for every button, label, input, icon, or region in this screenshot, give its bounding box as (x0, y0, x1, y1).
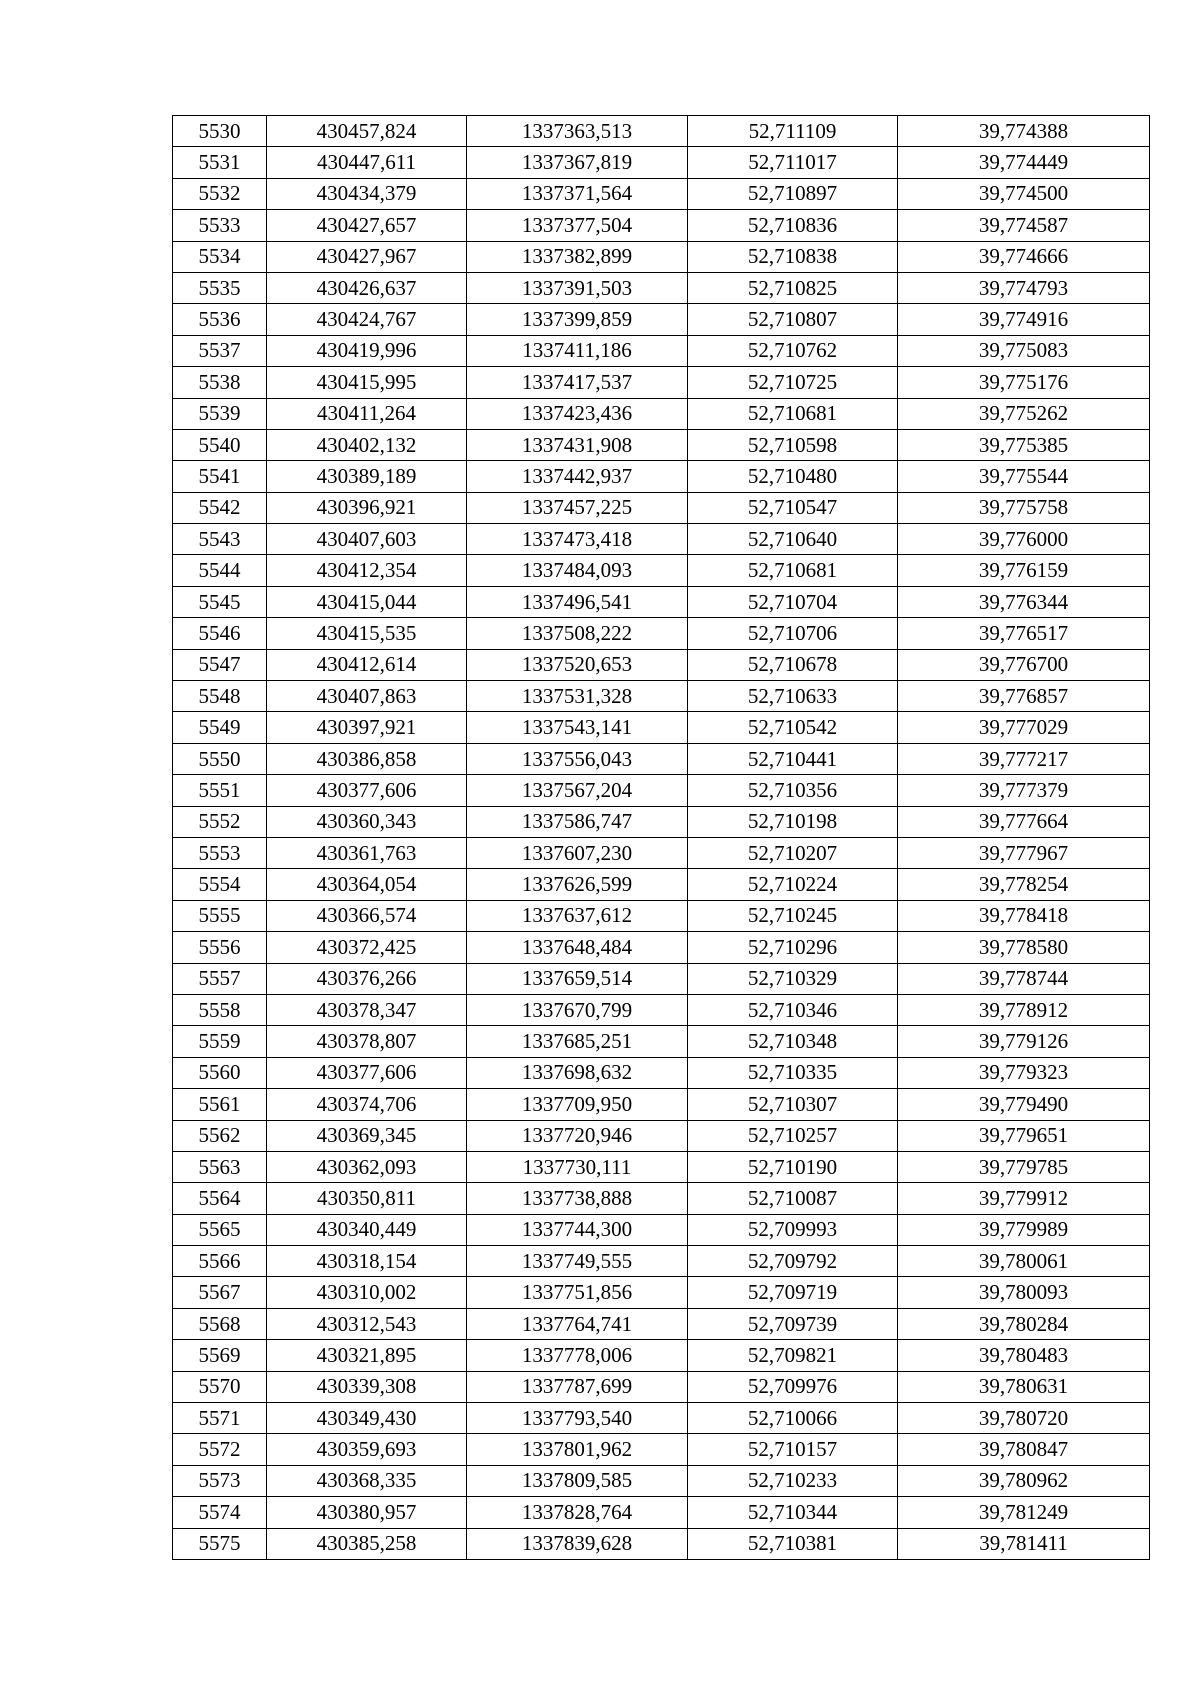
latitude-cell: 52,710087 (688, 1183, 898, 1214)
x-coordinate-cell: 430359,693 (267, 1434, 467, 1465)
latitude-cell: 52,710348 (688, 1026, 898, 1057)
latitude-cell: 52,709821 (688, 1340, 898, 1371)
longitude-cell: 39,779490 (898, 1089, 1150, 1120)
table-row (173, 1057, 1150, 1088)
latitude-cell: 52,710725 (688, 367, 898, 398)
latitude-cell: 52,710381 (688, 1528, 898, 1559)
point-number-cell: 5542 (173, 492, 267, 523)
longitude-cell: 39,777379 (898, 775, 1150, 806)
latitude-cell: 52,710356 (688, 775, 898, 806)
point-number-cell: 5567 (173, 1277, 267, 1308)
coordinates-table-body (173, 116, 1150, 1560)
point-number-cell: 5568 (173, 1308, 267, 1339)
table-row (173, 994, 1150, 1025)
table-row (173, 618, 1150, 649)
point-number-cell: 5575 (173, 1528, 267, 1559)
table-row (173, 775, 1150, 806)
x-coordinate-cell: 430415,995 (267, 367, 467, 398)
longitude-cell: 39,777217 (898, 743, 1150, 774)
x-coordinate-cell: 430350,811 (267, 1183, 467, 1214)
latitude-cell: 52,709792 (688, 1246, 898, 1277)
x-coordinate-cell: 430376,266 (267, 963, 467, 994)
table-row (173, 869, 1150, 900)
point-number-cell: 5536 (173, 304, 267, 335)
point-number-cell: 5545 (173, 586, 267, 617)
table-row (173, 837, 1150, 868)
latitude-cell: 52,710838 (688, 241, 898, 272)
x-coordinate-cell: 430407,863 (267, 681, 467, 712)
longitude-cell: 39,776700 (898, 649, 1150, 680)
point-number-cell: 5573 (173, 1465, 267, 1496)
x-coordinate-cell: 430415,535 (267, 618, 467, 649)
y-coordinate-cell: 1337738,888 (467, 1183, 688, 1214)
point-number-cell: 5572 (173, 1434, 267, 1465)
y-coordinate-cell: 1337670,799 (467, 994, 688, 1025)
point-number-cell: 5566 (173, 1246, 267, 1277)
longitude-cell: 39,781411 (898, 1528, 1150, 1559)
x-coordinate-cell: 430386,858 (267, 743, 467, 774)
y-coordinate-cell: 1337391,503 (467, 272, 688, 303)
latitude-cell: 52,710704 (688, 586, 898, 617)
point-number-cell: 5565 (173, 1214, 267, 1245)
longitude-cell: 39,779323 (898, 1057, 1150, 1088)
x-coordinate-cell: 430312,543 (267, 1308, 467, 1339)
longitude-cell: 39,780847 (898, 1434, 1150, 1465)
x-coordinate-cell: 430396,921 (267, 492, 467, 523)
x-coordinate-cell: 430427,967 (267, 241, 467, 272)
longitude-cell: 39,775083 (898, 335, 1150, 366)
point-number-cell: 5543 (173, 524, 267, 555)
point-number-cell: 5547 (173, 649, 267, 680)
y-coordinate-cell: 1337377,504 (467, 210, 688, 241)
longitude-cell: 39,778744 (898, 963, 1150, 994)
y-coordinate-cell: 1337751,856 (467, 1277, 688, 1308)
y-coordinate-cell: 1337367,819 (467, 147, 688, 178)
longitude-cell: 39,780962 (898, 1465, 1150, 1496)
point-number-cell: 5533 (173, 210, 267, 241)
x-coordinate-cell: 430385,258 (267, 1528, 467, 1559)
x-coordinate-cell: 430402,132 (267, 429, 467, 460)
table-row (173, 304, 1150, 335)
table-row (173, 1026, 1150, 1057)
latitude-cell: 52,710307 (688, 1089, 898, 1120)
longitude-cell: 39,774666 (898, 241, 1150, 272)
table-row (173, 461, 1150, 492)
table-row (173, 116, 1150, 147)
point-number-cell: 5552 (173, 806, 267, 837)
point-number-cell: 5569 (173, 1340, 267, 1371)
latitude-cell: 52,710681 (688, 555, 898, 586)
point-number-cell: 5556 (173, 932, 267, 963)
x-coordinate-cell: 430377,606 (267, 775, 467, 806)
table-row (173, 555, 1150, 586)
y-coordinate-cell: 1337417,537 (467, 367, 688, 398)
point-number-cell: 5564 (173, 1183, 267, 1214)
longitude-cell: 39,775544 (898, 461, 1150, 492)
y-coordinate-cell: 1337764,741 (467, 1308, 688, 1339)
table-row (173, 1183, 1150, 1214)
table-row (173, 743, 1150, 774)
longitude-cell: 39,781249 (898, 1497, 1150, 1528)
latitude-cell: 52,710441 (688, 743, 898, 774)
table-row (173, 367, 1150, 398)
x-coordinate-cell: 430412,354 (267, 555, 467, 586)
longitude-cell: 39,780631 (898, 1371, 1150, 1402)
table-row (173, 272, 1150, 303)
table-row (173, 1497, 1150, 1528)
x-coordinate-cell: 430369,345 (267, 1120, 467, 1151)
longitude-cell: 39,776857 (898, 681, 1150, 712)
latitude-cell: 52,710681 (688, 398, 898, 429)
y-coordinate-cell: 1337648,484 (467, 932, 688, 963)
y-coordinate-cell: 1337730,111 (467, 1151, 688, 1182)
longitude-cell: 39,777029 (898, 712, 1150, 743)
point-number-cell: 5570 (173, 1371, 267, 1402)
table-row (173, 806, 1150, 837)
x-coordinate-cell: 430457,824 (267, 116, 467, 147)
point-number-cell: 5544 (173, 555, 267, 586)
table-row (173, 1340, 1150, 1371)
y-coordinate-cell: 1337637,612 (467, 900, 688, 931)
table-row (173, 1528, 1150, 1559)
latitude-cell: 52,710190 (688, 1151, 898, 1182)
table-row (173, 1371, 1150, 1402)
latitude-cell: 52,710706 (688, 618, 898, 649)
x-coordinate-cell: 430447,611 (267, 147, 467, 178)
latitude-cell: 52,710257 (688, 1120, 898, 1151)
x-coordinate-cell: 430424,767 (267, 304, 467, 335)
y-coordinate-cell: 1337586,747 (467, 806, 688, 837)
longitude-cell: 39,774500 (898, 178, 1150, 209)
y-coordinate-cell: 1337709,950 (467, 1089, 688, 1120)
latitude-cell: 52,710678 (688, 649, 898, 680)
point-number-cell: 5549 (173, 712, 267, 743)
y-coordinate-cell: 1337744,300 (467, 1214, 688, 1245)
longitude-cell: 39,775758 (898, 492, 1150, 523)
longitude-cell: 39,780093 (898, 1277, 1150, 1308)
table-row (173, 1465, 1150, 1496)
point-number-cell: 5541 (173, 461, 267, 492)
latitude-cell: 52,709976 (688, 1371, 898, 1402)
table-row (173, 524, 1150, 555)
latitude-cell: 52,710198 (688, 806, 898, 837)
table-row (173, 398, 1150, 429)
latitude-cell: 52,710633 (688, 681, 898, 712)
longitude-cell: 39,774388 (898, 116, 1150, 147)
y-coordinate-cell: 1337411,186 (467, 335, 688, 366)
table-row (173, 932, 1150, 963)
longitude-cell: 39,774793 (898, 272, 1150, 303)
y-coordinate-cell: 1337520,653 (467, 649, 688, 680)
y-coordinate-cell: 1337626,599 (467, 869, 688, 900)
table-row (173, 1214, 1150, 1245)
latitude-cell: 52,711017 (688, 147, 898, 178)
table-row (173, 649, 1150, 680)
point-number-cell: 5561 (173, 1089, 267, 1120)
y-coordinate-cell: 1337749,555 (467, 1246, 688, 1277)
latitude-cell: 52,710335 (688, 1057, 898, 1088)
table-row (173, 681, 1150, 712)
latitude-cell: 52,710598 (688, 429, 898, 460)
longitude-cell: 39,780061 (898, 1246, 1150, 1277)
table-row (173, 1089, 1150, 1120)
table-row (173, 1403, 1150, 1434)
point-number-cell: 5548 (173, 681, 267, 712)
y-coordinate-cell: 1337778,006 (467, 1340, 688, 1371)
longitude-cell: 39,776159 (898, 555, 1150, 586)
table-row (173, 712, 1150, 743)
point-number-cell: 5559 (173, 1026, 267, 1057)
x-coordinate-cell: 430349,430 (267, 1403, 467, 1434)
y-coordinate-cell: 1337698,632 (467, 1057, 688, 1088)
point-number-cell: 5546 (173, 618, 267, 649)
x-coordinate-cell: 430415,044 (267, 586, 467, 617)
x-coordinate-cell: 430380,957 (267, 1497, 467, 1528)
latitude-cell: 52,710762 (688, 335, 898, 366)
longitude-cell: 39,775385 (898, 429, 1150, 460)
latitude-cell: 52,710329 (688, 963, 898, 994)
table-row (173, 1246, 1150, 1277)
x-coordinate-cell: 430397,921 (267, 712, 467, 743)
x-coordinate-cell: 430368,335 (267, 1465, 467, 1496)
longitude-cell: 39,775176 (898, 367, 1150, 398)
latitude-cell: 52,709739 (688, 1308, 898, 1339)
y-coordinate-cell: 1337720,946 (467, 1120, 688, 1151)
y-coordinate-cell: 1337828,764 (467, 1497, 688, 1528)
longitude-cell: 39,779126 (898, 1026, 1150, 1057)
y-coordinate-cell: 1337431,908 (467, 429, 688, 460)
point-number-cell: 5574 (173, 1497, 267, 1528)
longitude-cell: 39,775262 (898, 398, 1150, 429)
latitude-cell: 52,710640 (688, 524, 898, 555)
x-coordinate-cell: 430412,614 (267, 649, 467, 680)
y-coordinate-cell: 1337607,230 (467, 837, 688, 868)
x-coordinate-cell: 430310,002 (267, 1277, 467, 1308)
x-coordinate-cell: 430360,343 (267, 806, 467, 837)
point-number-cell: 5537 (173, 335, 267, 366)
x-coordinate-cell: 430378,807 (267, 1026, 467, 1057)
x-coordinate-cell: 430339,308 (267, 1371, 467, 1402)
point-number-cell: 5563 (173, 1151, 267, 1182)
point-number-cell: 5551 (173, 775, 267, 806)
x-coordinate-cell: 430364,054 (267, 869, 467, 900)
latitude-cell: 52,710233 (688, 1465, 898, 1496)
latitude-cell: 52,710807 (688, 304, 898, 335)
longitude-cell: 39,776000 (898, 524, 1150, 555)
x-coordinate-cell: 430366,574 (267, 900, 467, 931)
x-coordinate-cell: 430377,606 (267, 1057, 467, 1088)
x-coordinate-cell: 430362,093 (267, 1151, 467, 1182)
table-row (173, 963, 1150, 994)
coordinates-table (172, 115, 1150, 1560)
point-number-cell: 5562 (173, 1120, 267, 1151)
table-row (173, 241, 1150, 272)
latitude-cell: 52,710897 (688, 178, 898, 209)
longitude-cell: 39,778580 (898, 932, 1150, 963)
table-row (173, 178, 1150, 209)
y-coordinate-cell: 1337363,513 (467, 116, 688, 147)
y-coordinate-cell: 1337473,418 (467, 524, 688, 555)
x-coordinate-cell: 430372,425 (267, 932, 467, 963)
table-row (173, 492, 1150, 523)
longitude-cell: 39,776517 (898, 618, 1150, 649)
y-coordinate-cell: 1337442,937 (467, 461, 688, 492)
point-number-cell: 5557 (173, 963, 267, 994)
y-coordinate-cell: 1337685,251 (467, 1026, 688, 1057)
x-coordinate-cell: 430434,379 (267, 178, 467, 209)
latitude-cell: 52,710346 (688, 994, 898, 1025)
table-row (173, 586, 1150, 617)
x-coordinate-cell: 430361,763 (267, 837, 467, 868)
table-row (173, 210, 1150, 241)
point-number-cell: 5532 (173, 178, 267, 209)
x-coordinate-cell: 430321,895 (267, 1340, 467, 1371)
x-coordinate-cell: 430378,347 (267, 994, 467, 1025)
latitude-cell: 52,710245 (688, 900, 898, 931)
point-number-cell: 5538 (173, 367, 267, 398)
point-number-cell: 5534 (173, 241, 267, 272)
y-coordinate-cell: 1337659,514 (467, 963, 688, 994)
table-row (173, 1120, 1150, 1151)
y-coordinate-cell: 1337543,141 (467, 712, 688, 743)
latitude-cell: 52,710542 (688, 712, 898, 743)
point-number-cell: 5535 (173, 272, 267, 303)
x-coordinate-cell: 430426,637 (267, 272, 467, 303)
y-coordinate-cell: 1337484,093 (467, 555, 688, 586)
point-number-cell: 5554 (173, 869, 267, 900)
x-coordinate-cell: 430427,657 (267, 210, 467, 241)
y-coordinate-cell: 1337399,859 (467, 304, 688, 335)
point-number-cell: 5555 (173, 900, 267, 931)
longitude-cell: 39,778254 (898, 869, 1150, 900)
point-number-cell: 5560 (173, 1057, 267, 1088)
latitude-cell: 52,710825 (688, 272, 898, 303)
longitude-cell: 39,779912 (898, 1183, 1150, 1214)
table-row (173, 1277, 1150, 1308)
x-coordinate-cell: 430419,996 (267, 335, 467, 366)
y-coordinate-cell: 1337793,540 (467, 1403, 688, 1434)
y-coordinate-cell: 1337567,204 (467, 775, 688, 806)
x-coordinate-cell: 430411,264 (267, 398, 467, 429)
longitude-cell: 39,777967 (898, 837, 1150, 868)
point-number-cell: 5553 (173, 837, 267, 868)
y-coordinate-cell: 1337382,899 (467, 241, 688, 272)
longitude-cell: 39,777664 (898, 806, 1150, 837)
latitude-cell: 52,710296 (688, 932, 898, 963)
latitude-cell: 52,710066 (688, 1403, 898, 1434)
table-row (173, 429, 1150, 460)
latitude-cell: 52,710547 (688, 492, 898, 523)
point-number-cell: 5571 (173, 1403, 267, 1434)
y-coordinate-cell: 1337457,225 (467, 492, 688, 523)
point-number-cell: 5539 (173, 398, 267, 429)
table-row (173, 1308, 1150, 1339)
longitude-cell: 39,778418 (898, 900, 1150, 931)
point-number-cell: 5531 (173, 147, 267, 178)
y-coordinate-cell: 1337787,699 (467, 1371, 688, 1402)
latitude-cell: 52,710344 (688, 1497, 898, 1528)
point-number-cell: 5550 (173, 743, 267, 774)
y-coordinate-cell: 1337801,962 (467, 1434, 688, 1465)
longitude-cell: 39,776344 (898, 586, 1150, 617)
longitude-cell: 39,780720 (898, 1403, 1150, 1434)
table-row (173, 147, 1150, 178)
longitude-cell: 39,779785 (898, 1151, 1150, 1182)
point-number-cell: 5558 (173, 994, 267, 1025)
latitude-cell: 52,710207 (688, 837, 898, 868)
latitude-cell: 52,709993 (688, 1214, 898, 1245)
latitude-cell: 52,710157 (688, 1434, 898, 1465)
y-coordinate-cell: 1337839,628 (467, 1528, 688, 1559)
latitude-cell: 52,710480 (688, 461, 898, 492)
table-row (173, 335, 1150, 366)
longitude-cell: 39,774587 (898, 210, 1150, 241)
y-coordinate-cell: 1337508,222 (467, 618, 688, 649)
longitude-cell: 39,779651 (898, 1120, 1150, 1151)
y-coordinate-cell: 1337423,436 (467, 398, 688, 429)
latitude-cell: 52,710836 (688, 210, 898, 241)
longitude-cell: 39,774449 (898, 147, 1150, 178)
latitude-cell: 52,711109 (688, 116, 898, 147)
point-number-cell: 5530 (173, 116, 267, 147)
y-coordinate-cell: 1337531,328 (467, 681, 688, 712)
longitude-cell: 39,774916 (898, 304, 1150, 335)
x-coordinate-cell: 430389,189 (267, 461, 467, 492)
y-coordinate-cell: 1337371,564 (467, 178, 688, 209)
y-coordinate-cell: 1337496,541 (467, 586, 688, 617)
x-coordinate-cell: 430407,603 (267, 524, 467, 555)
longitude-cell: 39,779989 (898, 1214, 1150, 1245)
table-row (173, 900, 1150, 931)
x-coordinate-cell: 430318,154 (267, 1246, 467, 1277)
table-row (173, 1151, 1150, 1182)
latitude-cell: 52,709719 (688, 1277, 898, 1308)
table-row (173, 1434, 1150, 1465)
y-coordinate-cell: 1337809,585 (467, 1465, 688, 1496)
latitude-cell: 52,710224 (688, 869, 898, 900)
longitude-cell: 39,778912 (898, 994, 1150, 1025)
y-coordinate-cell: 1337556,043 (467, 743, 688, 774)
longitude-cell: 39,780284 (898, 1308, 1150, 1339)
x-coordinate-cell: 430340,449 (267, 1214, 467, 1245)
x-coordinate-cell: 430374,706 (267, 1089, 467, 1120)
point-number-cell: 5540 (173, 429, 267, 460)
longitude-cell: 39,780483 (898, 1340, 1150, 1371)
